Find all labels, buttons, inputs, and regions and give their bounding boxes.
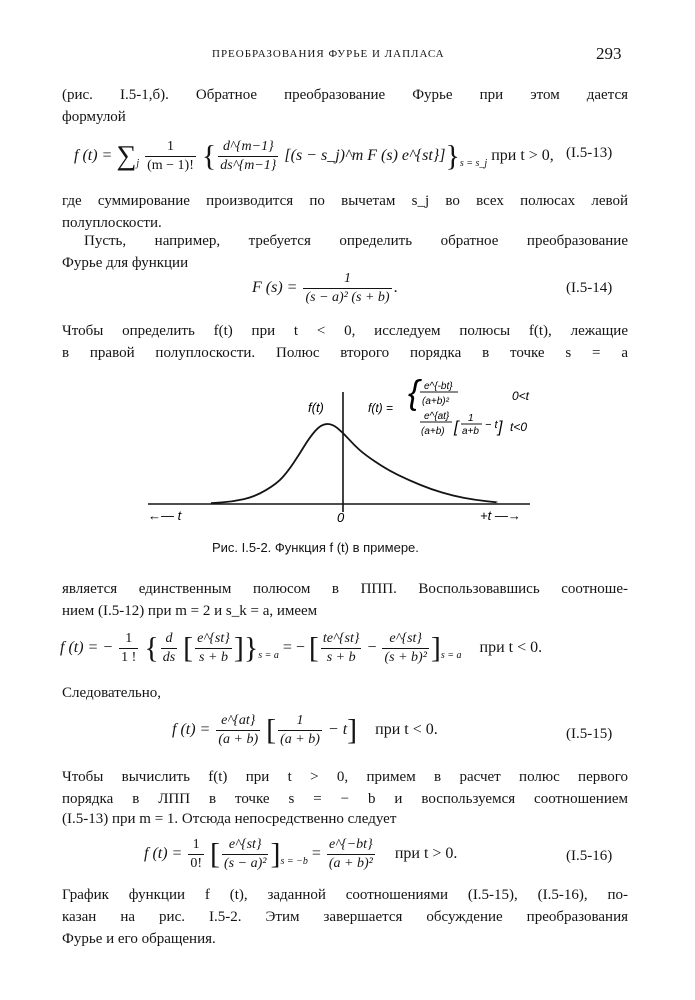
eqmid-e2-den: s + b: [326, 650, 356, 665]
eq16-in-den: (s − a)²: [224, 856, 267, 871]
figure-case2-num: e^{at}: [424, 411, 450, 422]
figure-case2-inner-num: 1: [468, 413, 474, 424]
eq15-in-num: 1: [278, 712, 322, 731]
figure-case1-den: (a+b)²: [422, 396, 449, 407]
figure-case2-cond: t<0: [510, 420, 528, 434]
svg-text:]: ]: [498, 419, 503, 436]
paragraph-5-line-2: нием (I.5-12) при m = 2 и s_k = a, имеем: [62, 603, 318, 619]
eq13-frac-num: 1: [145, 138, 196, 157]
paragraph-5-line-1: является единственным полюсом в ППП. Воспользовавшись соотноше-: [62, 581, 628, 597]
figure-brace: {: [408, 374, 420, 412]
paragraph-1-line-2: формулой: [62, 109, 126, 125]
eq16-lhs: f (t) =: [144, 845, 183, 863]
figure-def-lhs: f(t) =: [368, 401, 394, 415]
eq13-body: [(s − s_j)^m F (s) e^{st}]: [284, 147, 446, 165]
eq15-lhs: f (t) =: [172, 721, 211, 739]
paragraph-6: Следовательно,: [62, 685, 162, 701]
figure-x-right: +t —→: [480, 508, 521, 523]
equation-1-5-15: f (t) = $\frac{e\^{}\{at\}}{(a + b)}$ [ $\frac{1}{(a + b)}$ − t] при t < 0.: [172, 713, 438, 747]
paragraph-7-line-2: порядка в ЛПП в точке s = − b и воспользуемся соотношением: [62, 791, 628, 807]
eqmid-sub1: s = a: [258, 650, 279, 662]
eq13-deriv-den: ds^{m−1}: [220, 158, 277, 173]
eqmid-eq: = −: [282, 639, 305, 657]
eqmid-e1-den: s + b: [199, 650, 228, 665]
eq13-frac-den: (m − 1)!: [147, 158, 194, 173]
equation-1-5-13: f $(t) = \sum_j$ $\frac{1}{(m - 1)!}$ { $\frac{d\^{}\{m-1\}}{ds\^{}\{m-1\}}$ [(s − s_j)^m F (s) $e\^{}\{st\}]\}_{s = s\_j}$ при t > 0,: [74, 139, 554, 173]
figure-case2-den: (a+b): [421, 426, 445, 437]
eq16-in-num: e^{st}: [222, 836, 268, 855]
sum-symbol: ∑: [116, 140, 137, 172]
figure-case2-tail: − t: [485, 419, 498, 431]
eqmid-e3-num: e^{st}: [382, 630, 428, 649]
paragraph-8-line-3: Фурье и его обращения.: [62, 931, 216, 947]
figure-case1-num: e^{-bt}: [424, 381, 453, 392]
eq14-num: 1: [303, 270, 391, 289]
eq16-number: (I.5-16): [566, 848, 613, 864]
eq16-r-den: (a + b)²: [328, 856, 373, 871]
paragraph-3-line-2: Фурье для функции: [62, 255, 189, 271]
paragraph-2-line-1: где суммирование производится по вычетам s_j во всех полюсах левой: [62, 193, 628, 209]
eqmid-e1-num: e^{st}: [195, 630, 232, 649]
eqmid-f1-den: 1 !: [121, 650, 137, 665]
equation-residue: f (t) = − $\frac{1}{1 !}$ { $\frac{d}{ds}$ [ $\frac{e\^{}\{st\}}{s + b}$ ]}$_{s = a}$ = − [ $\frac{te\^{}\{st\}}{s + b}$ − $\frac{e\^{}\{st\}}{\text{(s + b)²}}$ ]$_{s = a}$ при t < 0.: [60, 631, 543, 665]
eq13-subscript: s = s_j: [459, 158, 488, 170]
eq15-number: (I.5-15): [566, 726, 613, 742]
eq14-lhs: F (s) =: [252, 279, 298, 297]
figure-1-5-2: [140, 374, 540, 530]
figure-case1-cond: 0<t: [512, 389, 530, 403]
figure-x-left: ←— t: [148, 508, 182, 523]
eq15-in-den: (a + b): [280, 732, 320, 747]
eq16-f-num: 1: [188, 836, 204, 855]
eqmid-f1-num: 1: [119, 630, 138, 649]
eq13-condition: при t > 0,: [491, 147, 554, 165]
paragraph-8-line-2: казан на рис. I.5-2. Этим завершается обсуждение преобразования: [62, 909, 628, 925]
eqmid-e2-num: te^{st}: [321, 630, 362, 649]
eqmid-lhs: f (t) = −: [60, 639, 114, 657]
figure-case2-inner-den: a+b: [462, 426, 479, 437]
paragraph-8-line-1: График функции f (t), заданной соотношениями (I.5-15), (I.5-16), по-: [62, 887, 628, 903]
eq14-den: (s − a)² (s + b): [305, 290, 390, 305]
paragraph-3-line-1: Пусть, например, требуется определить обратное преобразование: [84, 233, 628, 249]
eq13-deriv-num: d^{m−1}: [218, 138, 278, 157]
eqmid-minus: −: [367, 639, 377, 657]
eq14-tail: .: [393, 279, 398, 297]
paragraph-7-line-1: Чтобы вычислить f(t) при t > 0, примем в расчет полюс первого: [62, 769, 628, 785]
running-title: ПРЕОБРАЗОВАНИЯ ФУРЬЕ И ЛАПЛАСА: [212, 48, 445, 60]
eq14-number: (I.5-14): [566, 280, 613, 296]
eq15-tail: − t: [327, 721, 348, 739]
eq16-condition: при t > 0.: [394, 845, 458, 863]
figure-x-origin: 0: [337, 510, 345, 525]
paragraph-4-line-2: в правой полуплоскости. Полюс второго порядка в точке s = a: [62, 345, 628, 361]
page-number: 293: [596, 44, 622, 63]
figure-y-label: f(t): [308, 400, 324, 415]
eq16-r-num: e^{−bt}: [327, 836, 375, 855]
eq13-sum-index: j: [136, 158, 140, 170]
paragraph-2-line-2: полуплоскости.: [62, 215, 162, 231]
figure-caption: Рис. I.5-2. Функция f (t) в примере.: [212, 540, 419, 555]
equation-1-5-14: [252, 270, 398, 307]
eqmid-d-den: ds: [162, 650, 176, 665]
paragraph-1-line-1: (рис. I.5-1,б). Обратное преобразование Фурье при этом дается: [62, 87, 628, 103]
eq15-num: e^{at}: [216, 712, 260, 731]
eq16-f-den: 0!: [190, 856, 203, 871]
eqmid-d-num: d: [161, 630, 177, 649]
eqmid-e3-den: (s + b)²: [384, 650, 427, 665]
eq16-eq: =: [311, 845, 321, 863]
eq13-number: (I.5-13): [566, 145, 613, 161]
paragraph-4-line-1: Чтобы определить f(t) при t < 0, исследуем полюсы f(t), лежащие: [62, 323, 628, 339]
eqmid-sub2: s = a: [440, 650, 462, 662]
equation-1-5-16: f (t) = $\frac{1}{0!}$ [ $\frac{e\^{}\{st\}}{\text{(s − a)²}}$ ]$_{s = -b}$ = $\frac{e\^{}\{-bt\}}{\text{(a + b)²}}$ при t > 0.: [144, 837, 458, 871]
eq16-sub: s = −b: [280, 856, 308, 868]
svg-text:[: [: [454, 419, 459, 436]
eqmid-condition: при t < 0.: [479, 639, 543, 657]
eq15-den: (a + b): [218, 732, 259, 747]
paragraph-7-line-3: (I.5-13) при m = 1. Отсюда непосредственно следует: [62, 811, 397, 827]
eq13-lhs: f (t) =: [74, 147, 113, 165]
eq15-condition: при t < 0.: [375, 721, 438, 739]
